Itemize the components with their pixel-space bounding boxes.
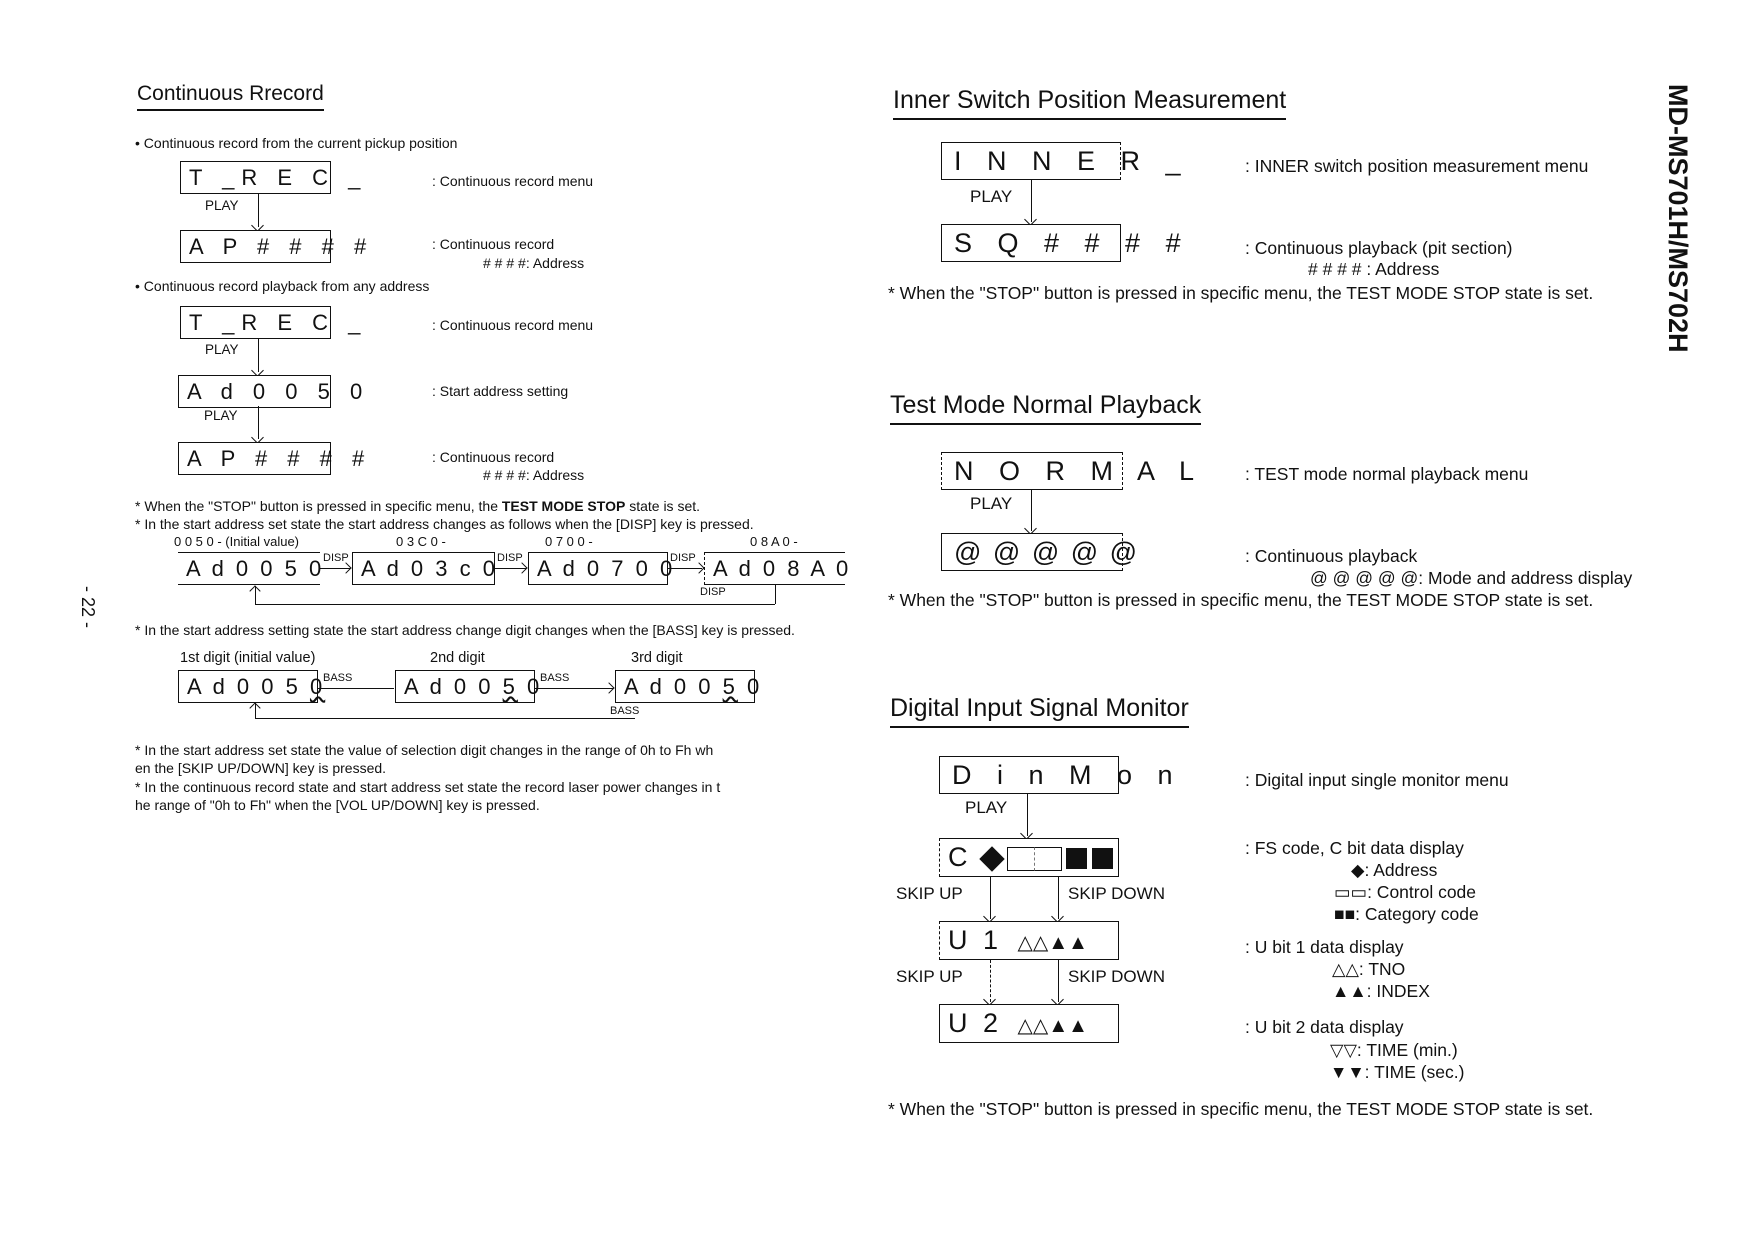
disp-label: DISP <box>323 552 349 564</box>
desc-digital-menu: : Digital input single monitor menu <box>1245 770 1509 790</box>
bullet-current-pickup: • Continuous record from the current pickup position <box>135 135 458 151</box>
lcd-t-rec: T _R E C _ <box>180 161 331 194</box>
legend-control-code <box>1334 882 1476 903</box>
diamond-icon: ◆ <box>1351 860 1365 880</box>
lcd-dinmon: D i n M o n <box>939 756 1119 794</box>
lcd-sq-address: S Q # # # # <box>941 224 1121 262</box>
arrow-up-icon <box>249 585 260 596</box>
note-stop-bold: TEST MODE STOP <box>501 498 626 514</box>
arrow-right-icon <box>516 562 527 573</box>
bullet-any-address: • Continuous record playback from any address <box>135 278 430 294</box>
arrow-right-icon <box>603 682 614 693</box>
desc-u-bit-1: : U bit 1 data display <box>1245 937 1404 957</box>
desc-continuous-record: : Continuous record <box>432 236 555 252</box>
desc-normal-menu: : TEST mode normal playback menu <box>1245 464 1529 484</box>
legend-text: : Category code <box>1355 904 1479 924</box>
desc-address: # # # #: Address <box>483 255 585 271</box>
arrow-up-icon <box>249 702 260 713</box>
disp-caption-1: 0 0 5 0 - (Initial value) <box>174 534 300 549</box>
legend-time-min <box>1330 1040 1458 1061</box>
lcd-normal: N O R M A L <box>941 452 1123 490</box>
tno-icon: △△ <box>1332 959 1359 979</box>
note-skip: * In the start address set state the value of selection digit changes in the range of 0h to Fh wh <box>135 742 714 758</box>
index-icon: ▲▲ <box>1048 932 1088 954</box>
lcd-disp-08a0: A d 0 8 A 0 <box>704 552 845 585</box>
disp-caption-2: 0 3 C 0 - <box>396 534 446 549</box>
section-title-inner-switch: Inner Switch Position Measurement <box>893 86 1286 120</box>
legend-category-code <box>1334 904 1479 925</box>
legend-text: : TIME (sec.) <box>1364 1062 1465 1082</box>
skip-up-label: SKIP UP <box>896 967 963 986</box>
note-bass: * In the start address setting state the start address change digit changes when the [BASS] key is pressed. <box>135 622 795 638</box>
note-stop-digital: * When the "STOP" button is pressed in specific menu, the TEST MODE STOP state is set. <box>888 1099 1594 1119</box>
lcd-prefix: C <box>948 842 968 872</box>
legend-address <box>1351 860 1437 881</box>
skip-up-label: SKIP UP <box>896 884 963 903</box>
lcd-u1 <box>939 921 1119 960</box>
desc-inner-menu: : INNER switch position measurement menu <box>1245 156 1589 176</box>
bass-caption-2: 2nd digit <box>430 650 485 666</box>
disp-loop-line <box>255 604 775 605</box>
desc-continuous-record-menu: : Continuous record menu <box>432 173 594 189</box>
lcd-text: A d 0 0 5 <box>187 674 310 699</box>
lcd-ad0050: A d 0 0 5 0 <box>178 375 331 408</box>
play-label: PLAY <box>970 187 1013 206</box>
desc-mode-address: @ @ @ @ @: Mode and address display <box>1310 568 1633 588</box>
control-code-icon <box>1034 847 1062 871</box>
note-vol-cont: he range of "0h to Fh" when the [VOL UP/DOWN] key is pressed. <box>135 797 540 813</box>
time-min-icon: ▽▽ <box>1330 1040 1357 1060</box>
desc-continuous-playback: : Continuous playback <box>1245 546 1418 566</box>
lcd-bass-3rd <box>615 670 763 703</box>
note-skip-cont: en the [SKIP UP/DOWN] key is pressed. <box>135 760 387 776</box>
arrow-right-icon <box>340 562 351 573</box>
desc-u-bit-2: : U bit 2 data display <box>1245 1017 1404 1037</box>
bass-loop-line <box>255 718 635 719</box>
selected-digit: 5 <box>722 674 738 699</box>
lcd-u2 <box>939 1004 1119 1043</box>
play-label: PLAY <box>970 494 1013 513</box>
lcd-text: 0 <box>517 674 543 699</box>
lcd-mode-address: @ @ @ @ @ <box>941 533 1123 571</box>
time-sec-icon: ▼▼ <box>1330 1062 1365 1082</box>
desc-continuous-record: : Continuous record <box>432 449 555 465</box>
play-label: PLAY <box>205 342 239 357</box>
time-sec-icon: ▲▲ <box>1048 1015 1088 1037</box>
bass-arrow-line <box>318 688 394 689</box>
lcd-text: 0 <box>737 674 763 699</box>
note-stop <box>135 498 700 514</box>
disp-caption-3: 0 7 0 0 - <box>545 534 593 549</box>
disp-label: DISP <box>670 552 696 564</box>
legend-text: : INDEX <box>1366 981 1430 1001</box>
desc-fs-code: : FS code, C bit data display <box>1245 838 1464 858</box>
disp-label: DISP <box>497 552 523 564</box>
play-label: PLAY <box>965 798 1008 817</box>
bass-label: BASS <box>610 705 640 717</box>
lcd-prefix: U 1 <box>948 925 1003 955</box>
lcd-inner: I N N E R _ <box>941 142 1121 180</box>
category-code-icon <box>1066 848 1087 869</box>
lcd-disp-0050: A d 0 0 5 0 <box>178 552 320 585</box>
category-code-icon <box>1092 848 1113 869</box>
lcd-bass-2nd <box>395 670 543 703</box>
legend-text: : Control code <box>1367 882 1477 902</box>
legend-text: : TNO <box>1358 959 1406 979</box>
lcd-bass-1st <box>178 670 326 703</box>
desc-start-address: : Start address setting <box>432 383 569 399</box>
lcd-c-bit <box>939 838 1119 877</box>
legend-text: : TIME (min.) <box>1356 1040 1458 1060</box>
note-vol: * In the continuous record state and start address set state the record laser power changes in t <box>135 779 721 795</box>
lcd-t-rec-2: T _R E C _ <box>180 306 331 339</box>
tno-icon: △△ <box>1017 932 1049 954</box>
play-label: PLAY <box>205 198 239 213</box>
note-disp: * In the start address set state the start address changes as follows when the [DISP] key is pressed. <box>135 516 754 532</box>
play-label: PLAY <box>204 408 238 423</box>
disp-caption-4: 0 8 A 0 - <box>750 534 798 549</box>
note-stop-normal: * When the "STOP" button is pressed in specific menu, the TEST MODE STOP state is set. <box>888 590 1594 610</box>
lcd-disp-0700: A d 0 7 0 0 <box>528 552 668 585</box>
lcd-ap-address-2: A P # # # # <box>178 442 331 475</box>
diamond-icon <box>979 846 1004 871</box>
index-icon: ▲▲ <box>1332 981 1367 1001</box>
arrow-right-icon <box>693 562 704 573</box>
desc-address: # # # # : Address <box>1308 259 1440 279</box>
selected-digit: 5 <box>502 674 518 699</box>
skip-down-label: SKIP DOWN <box>1068 967 1165 986</box>
note-stop-text: * When the "STOP" button is pressed in specific menu, the <box>135 498 502 514</box>
desc-continuous-playback-pit: : Continuous playback (pit section) <box>1245 238 1513 258</box>
desc-continuous-record-menu: : Continuous record menu <box>432 317 594 333</box>
lcd-prefix: U 2 <box>948 1008 1003 1038</box>
page-number: - 22 - <box>78 586 98 629</box>
legend-time-sec <box>1330 1062 1464 1083</box>
lcd-disp-03c0: A d 0 3 c 0 <box>352 552 495 585</box>
control-code-icon <box>1007 847 1034 871</box>
note-stop-end: state is set. <box>625 498 701 514</box>
desc-address: # # # #: Address <box>483 467 585 483</box>
model-side-title: MD-MS701H/MS702H <box>1663 84 1693 353</box>
bass-caption-1: 1st digit (initial value) <box>180 650 316 666</box>
skip-down-label: SKIP DOWN <box>1068 884 1165 903</box>
bass-label: BASS <box>323 672 353 684</box>
legend-tno <box>1332 959 1405 980</box>
lcd-text: A d 0 0 <box>624 674 723 699</box>
disp-loop-line <box>775 584 776 604</box>
selected-digit: 0 <box>309 674 326 699</box>
bass-label: BASS <box>540 672 570 684</box>
lcd-text: A d 0 0 <box>404 674 503 699</box>
legend-index <box>1332 981 1430 1002</box>
note-stop-inner: * When the "STOP" button is pressed in specific menu, the TEST MODE STOP state is set. <box>888 283 1594 303</box>
control-code-icon: ▭▭ <box>1334 882 1368 902</box>
time-min-icon: △△ <box>1017 1015 1049 1037</box>
bass-arrow-line <box>535 688 613 689</box>
disp-label: DISP <box>700 586 726 598</box>
section-title-normal-playback: Test Mode Normal Playback <box>890 391 1201 425</box>
legend-text: : Address <box>1364 860 1438 880</box>
section-title-continuous-record: Continuous Rrecord <box>137 82 324 111</box>
bass-caption-3: 3rd digit <box>631 650 683 666</box>
lcd-ap-address: A P # # # # <box>180 230 331 263</box>
category-code-icon: ■■ <box>1334 904 1356 924</box>
section-title-digital-monitor: Digital Input Signal Monitor <box>890 694 1189 728</box>
